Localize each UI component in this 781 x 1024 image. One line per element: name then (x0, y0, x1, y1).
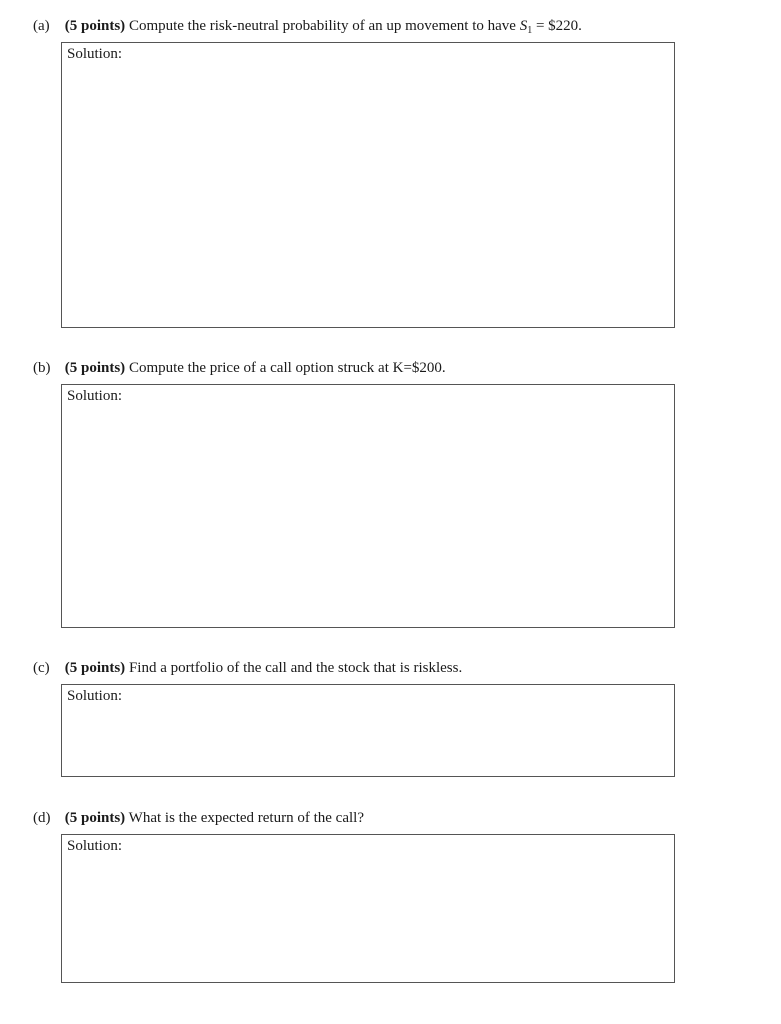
solution-label: Solution: (67, 388, 123, 404)
question-points: (5 points) (64, 660, 126, 676)
question-letter: (a) (33, 18, 50, 34)
question-a-prompt (33, 17, 582, 40)
question-text: What is the expected return of the call? (128, 810, 364, 826)
math-symbol-s: S (519, 18, 528, 34)
math-subscript: 1 (527, 25, 533, 36)
question-d-prompt (33, 809, 364, 827)
question-c-prompt (33, 659, 462, 677)
question-text: Compute the risk-neutral probability of an up movement to have (128, 18, 516, 34)
question-letter: (c) (33, 660, 50, 676)
question-text: Find a portfolio of the call and the stock that is riskless. (128, 660, 463, 676)
solution-label: Solution: (67, 46, 123, 62)
solution-box-a[interactable] (61, 42, 675, 328)
solution-box-d[interactable] (61, 834, 675, 983)
question-letter: (d) (33, 810, 51, 826)
solution-label: Solution: (67, 838, 123, 854)
question-text: Compute the price of a call option struck at K=$200. (128, 360, 446, 376)
question-points: (5 points) (64, 360, 126, 376)
solution-box-c[interactable] (61, 684, 675, 777)
question-b-prompt (33, 359, 446, 377)
question-points: (5 points) (64, 18, 126, 34)
question-points: (5 points) (64, 810, 126, 826)
solution-label: Solution: (67, 688, 123, 704)
question-letter: (b) (33, 360, 51, 376)
question-text-end: = $220. (535, 18, 582, 34)
solution-box-b[interactable] (61, 384, 675, 628)
